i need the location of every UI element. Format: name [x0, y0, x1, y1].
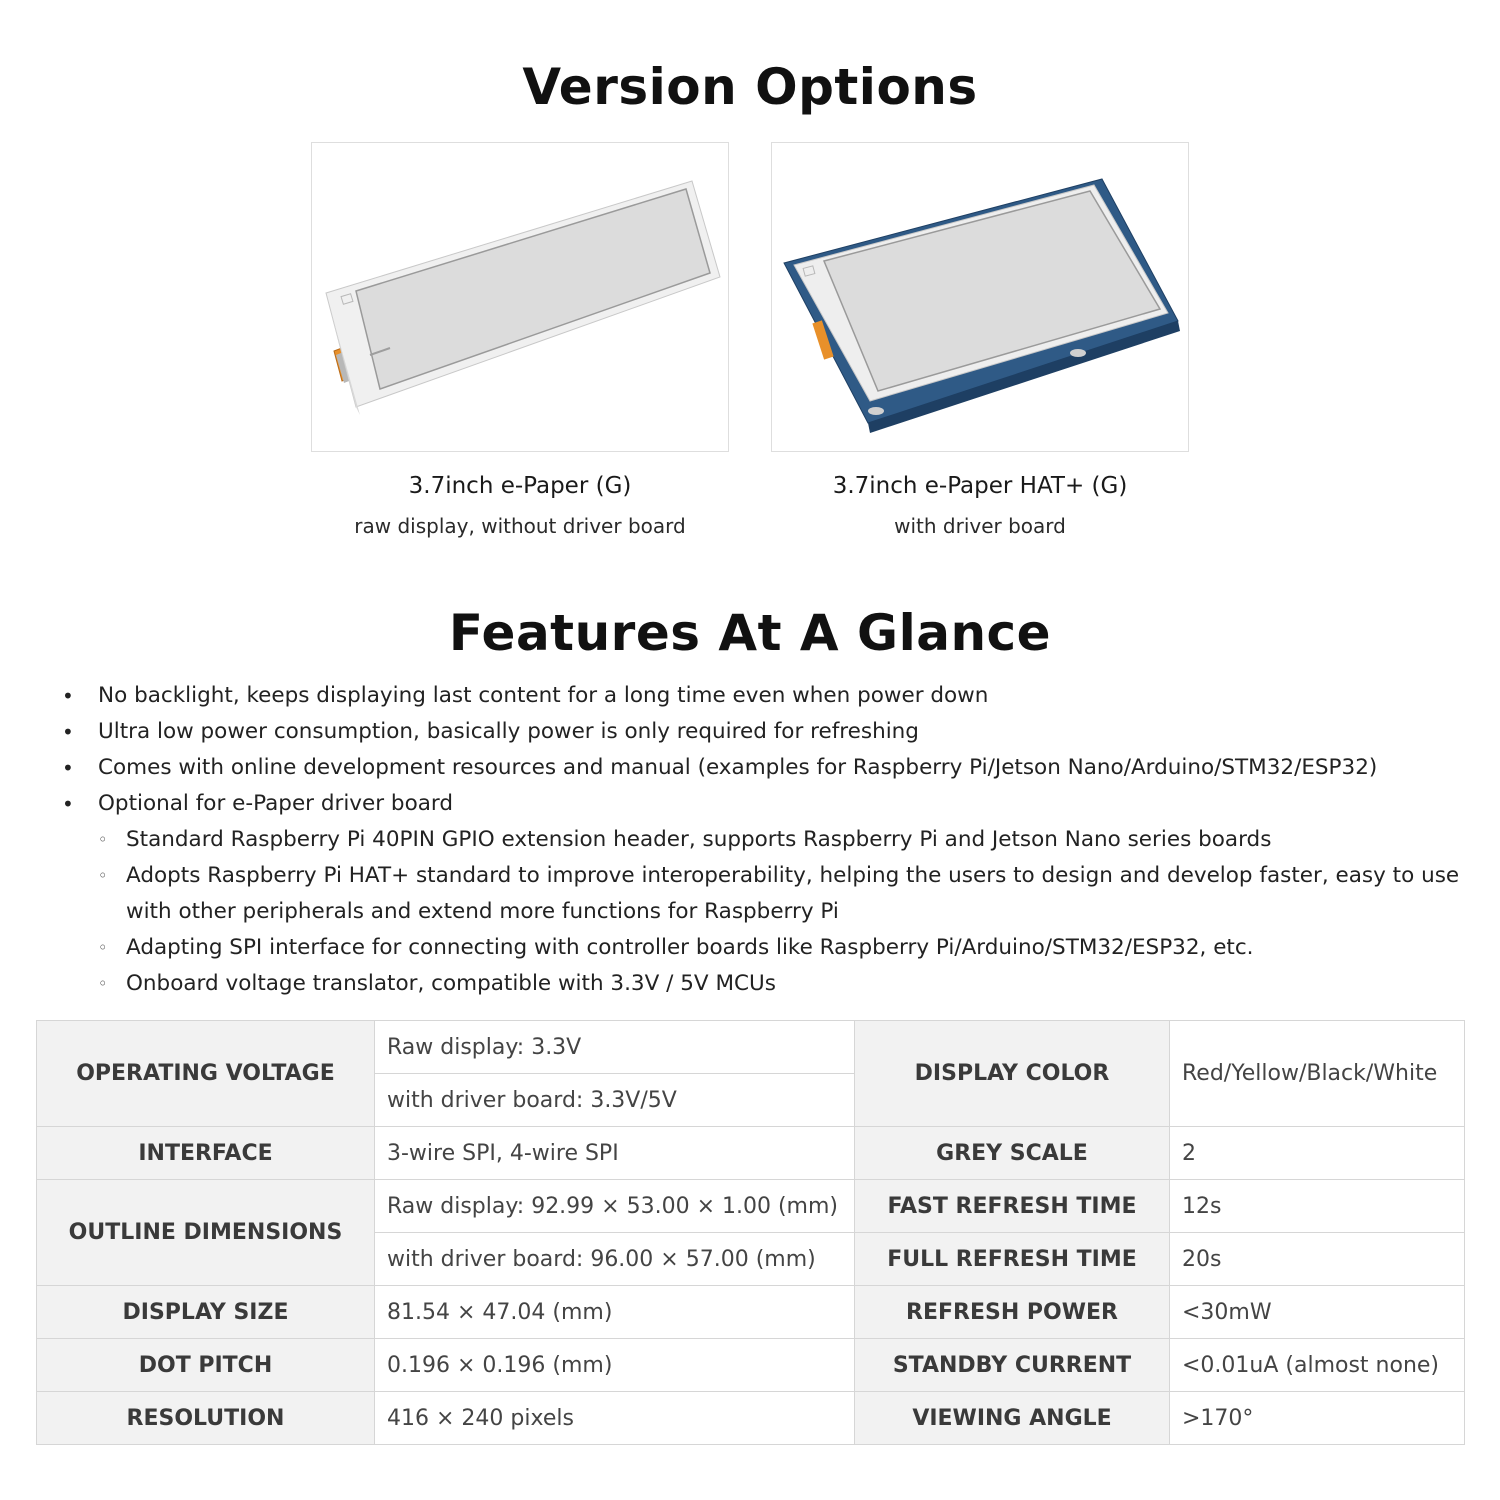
driver-board-sublist [98, 822, 1462, 1002]
operating-voltage-board: with driver board: 3.3V/5V [375, 1074, 855, 1127]
interface-label: INTERFACE [37, 1127, 375, 1180]
hat-display-name: 3.7inch e-Paper HAT+ (G) [832, 473, 1128, 499]
table-row [37, 1127, 1465, 1180]
display-size-value: 81.54 × 47.04 (mm) [375, 1286, 855, 1339]
features-list [62, 678, 1462, 1002]
hat-display-image [771, 142, 1189, 452]
grey-scale-label: GREY SCALE [855, 1127, 1170, 1180]
grey-scale-value: 2 [1170, 1127, 1465, 1180]
dot-pitch-label: DOT PITCH [37, 1339, 375, 1392]
list-item: • Comes with online development resources and manual (examples for Raspberry Pi/Jetson Nano/Arduino/STM32/ESP32) [62, 750, 1462, 786]
full-refresh-value: 20s [1170, 1233, 1465, 1286]
list-item-label: Optional for e-Paper driver board [98, 791, 454, 816]
sub-list-item: ◦ Standard Raspberry Pi 40PIN GPIO extension header, supports Raspberry Pi and Jetson Nano series boards [98, 822, 1462, 858]
version-options-title: Version Options [522, 58, 978, 116]
refresh-power-value: <30mW [1170, 1286, 1465, 1339]
display-size-label: DISPLAY SIZE [37, 1286, 375, 1339]
refresh-power-label: REFRESH POWER [855, 1286, 1170, 1339]
list-item: • No backlight, keeps displaying last content for a long time even when power down [62, 678, 1462, 714]
table-row [37, 1392, 1465, 1445]
display-color-label: DISPLAY COLOR [855, 1021, 1170, 1127]
outline-dimensions-raw: Raw display: 92.99 × 53.00 × 1.00 (mm) [375, 1180, 855, 1233]
standby-current-value: <0.01uA (almost none) [1170, 1339, 1465, 1392]
outline-dimensions-board: with driver board: 96.00 × 57.00 (mm) [375, 1233, 855, 1286]
dot-pitch-value: 0.196 × 0.196 (mm) [375, 1339, 855, 1392]
hat-display-desc: with driver board [894, 514, 1066, 538]
spec-table [36, 1020, 1465, 1445]
features-title: Features At A Glance [448, 604, 1052, 662]
fast-refresh-value: 12s [1170, 1180, 1465, 1233]
list-item: • Ultra low power consumption, basically power is only required for refreshing [62, 714, 1462, 750]
table-row [37, 1021, 1465, 1074]
display-color-value: Red/Yellow/Black/White [1170, 1021, 1465, 1127]
viewing-angle-label: VIEWING ANGLE [855, 1392, 1170, 1445]
sub-list-item: ◦ Adopts Raspberry Pi HAT+ standard to improve interoperability, helping the users to design and develop faster, easy to use with other peripherals and extend more functions for Raspberry Pi [98, 858, 1462, 930]
resolution-value: 416 × 240 pixels [375, 1392, 855, 1445]
viewing-angle-value: >170° [1170, 1392, 1465, 1445]
operating-voltage-raw: Raw display: 3.3V [375, 1021, 855, 1074]
resolution-label: RESOLUTION [37, 1392, 375, 1445]
raw-display-name: 3.7inch e-Paper (G) [408, 473, 632, 499]
operating-voltage-label: OPERATING VOLTAGE [37, 1021, 375, 1127]
table-row [37, 1286, 1465, 1339]
sub-list-item: ◦ Adapting SPI interface for connecting with controller boards like Raspberry Pi/Arduino/STM32/ESP32, etc. [98, 930, 1462, 966]
table-row [37, 1339, 1465, 1392]
interface-value: 3-wire SPI, 4-wire SPI [375, 1127, 855, 1180]
outline-dimensions-label: OUTLINE DIMENSIONS [37, 1180, 375, 1286]
sub-list-item: ◦ Onboard voltage translator, compatible with 3.3V / 5V MCUs [98, 966, 1462, 1002]
fast-refresh-label: FAST REFRESH TIME [855, 1180, 1170, 1233]
raw-display-desc: raw display, without driver board [354, 514, 686, 538]
table-row [37, 1180, 1465, 1233]
list-item-driver-board [62, 786, 1462, 1002]
standby-current-label: STANDBY CURRENT [855, 1339, 1170, 1392]
full-refresh-label: FULL REFRESH TIME [855, 1233, 1170, 1286]
raw-display-image [311, 142, 729, 452]
